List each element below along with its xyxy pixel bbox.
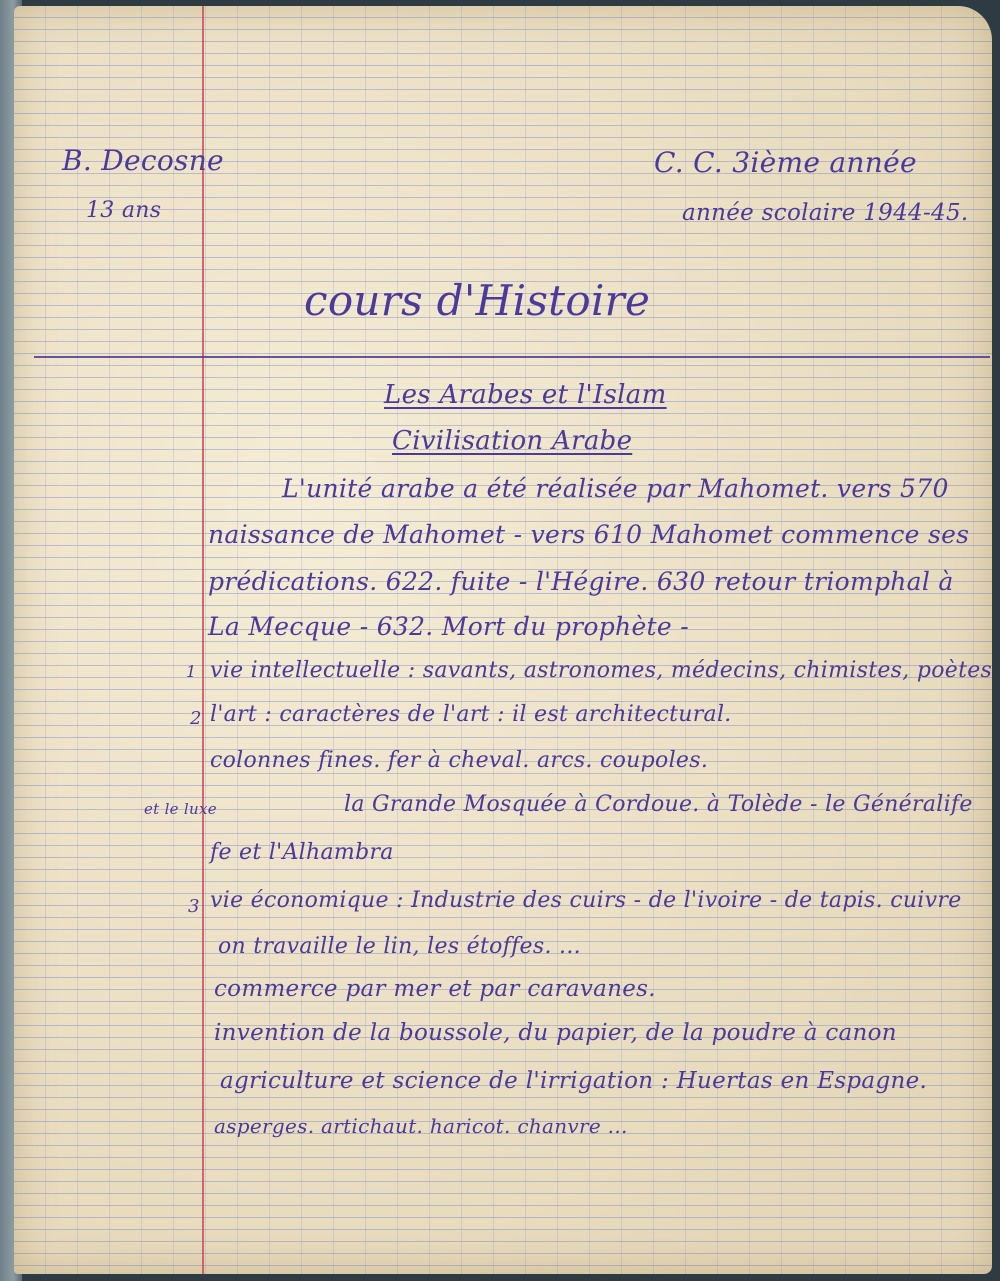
text-line: L'unité arabe a été réalisée par Mahomet. vers 570 <box>282 474 949 503</box>
margin-note: 3 <box>188 896 200 917</box>
text-line: fe et l'Alhambra <box>210 840 394 865</box>
text-line: asperges. artichaut. haricot. chanvre ... <box>214 1114 628 1138</box>
page-title: cours d'Histoire <box>304 276 651 325</box>
class-label: C. C. 3ième année <box>654 146 917 179</box>
school-year: année scolaire 1944-45. <box>682 200 969 226</box>
margin-line <box>202 6 204 1274</box>
text-line: invention de la boussole, du papier, de la poudre à canon <box>214 1020 897 1046</box>
text-line: naissance de Mahomet - vers 610 Mahomet commence ses <box>208 520 970 549</box>
text-line: commerce par mer et par caravanes. <box>214 976 656 1002</box>
text-line: La Mecque - 632. Mort du prophète - <box>208 612 689 641</box>
margin-note: 2 <box>190 708 202 729</box>
author-name: B. Decosne <box>62 144 224 177</box>
margin-note: 1 <box>186 662 197 681</box>
text-line: on travaille le lin, les étoffes. ... <box>218 934 581 959</box>
text-line: la Grande Mosquée à Cordoue. à Tolède - le Généralife <box>344 792 973 817</box>
lesson-subheading: Civilisation Arabe <box>392 426 633 456</box>
text-line: vie intellectuelle : savants, astronomes, médecins, chimistes, poètes <box>210 658 992 683</box>
notebook-page <box>14 6 992 1274</box>
text-line: vie économique : Industrie des cuirs - de l'ivoire - de tapis. cuivre <box>210 888 962 913</box>
text-line: colonnes fines. fer à cheval. arcs. coupoles. <box>210 748 709 773</box>
text-line: l'art : caractères de l'art : il est architectural. <box>210 702 732 727</box>
margin-note: et le luxe <box>144 800 217 818</box>
author-age: 13 ans <box>86 198 162 223</box>
lesson-heading: Les Arabes et l'Islam <box>384 380 667 410</box>
title-rule <box>34 356 990 358</box>
text-line: agriculture et science de l'irrigation : Huertas en Espagne. <box>220 1068 928 1094</box>
text-line: prédications. 622. fuite - l'Hégire. 630 retour triomphal à <box>208 567 954 596</box>
